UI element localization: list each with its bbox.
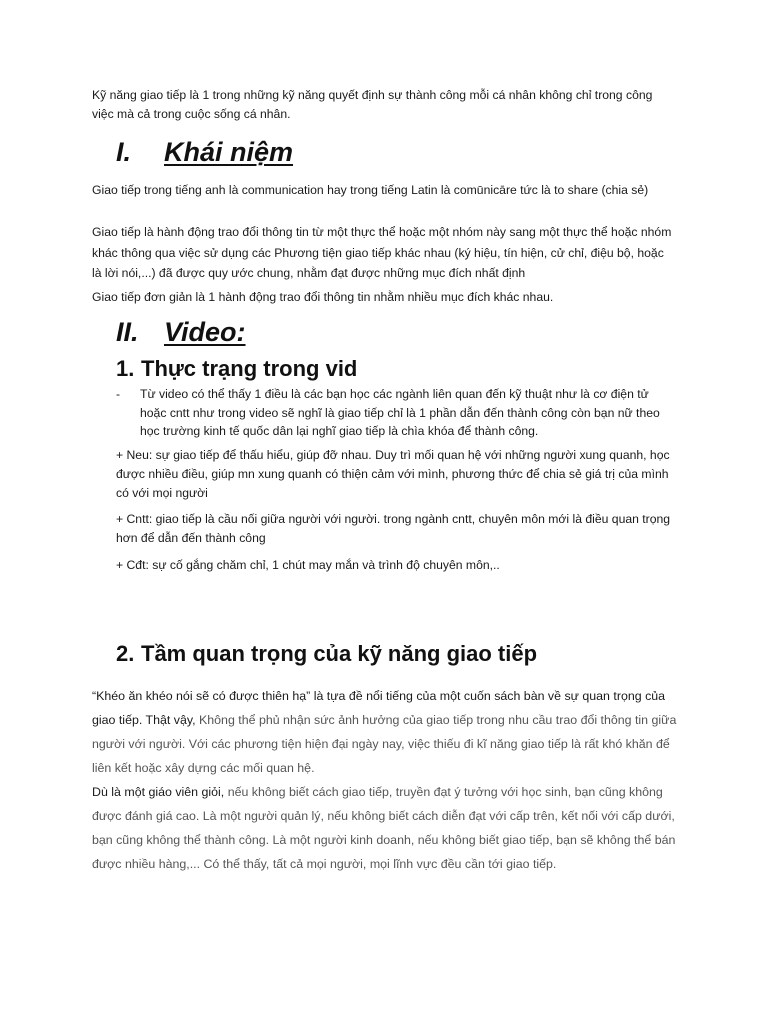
- importance-text-block: [92, 684, 680, 876]
- quote-text: “Khéo ăn khéo nói sẽ có được thiên hạ” là tựa đề nổi tiếng của một cuốn sách bàn về sự quan trọng của giao tiếp. Thật vậy,: [92, 689, 666, 727]
- body-text: Dù là một giáo viên giỏi,: [92, 785, 228, 799]
- section-title: Khái niệm: [164, 137, 294, 167]
- section-title: Video:: [164, 317, 246, 347]
- bullet-dash: -: [116, 387, 121, 401]
- bullet-item: [116, 385, 676, 441]
- list-item-neu: + Neu: sự giao tiếp để thấu hiểu, giúp đỡ nhau. Duy trì mối quan hệ với những người xung quanh, học được nhiều điều, giúp mn xung quanh có thiện cảm với mình, phương thức để chia sẻ giá trị của mình có với mọi người: [116, 448, 670, 500]
- list-item-cdt: + Cđt: sự cố gắng chăm chỉ, 1 chút may mắn và trình độ chuyên môn,..: [116, 558, 500, 572]
- section-heading-khai-niem: [116, 136, 293, 168]
- section-number: II.: [116, 317, 139, 347]
- list-item-cntt: + Cntt: giao tiếp là cầu nối giữa người với người. trong ngành cntt, chuyên môn mới là điều quan trọng hơn để dẫn đến thành công: [116, 512, 671, 545]
- section-number: I.: [116, 137, 132, 167]
- subsection-title: Thực trạng trong vid: [141, 356, 358, 381]
- bullet-text: Từ video có thể thấy 1 điều là các bạn học các ngành liên quan đến kỹ thuật như là cơ điện tử hoặc cntt như trong video sẽ nghĩ là giao tiếp chỉ là 1 phần dẫn đến thành công còn bạn nữ theo học trường kinh tế quốc dân lại nghĩ giao tiếp là chìa khóa để thành công.: [140, 387, 660, 438]
- definition-paragraph-3: Giao tiếp đơn giản là 1 hành động trao đổi thông tin nhằm nhiều mục đích khác nhau.: [92, 290, 554, 304]
- definition-paragraph-1: Giao tiếp trong tiếng anh là communication hay trong tiếng Latin là comūnicāre tức là to share (chia sẻ): [92, 183, 649, 197]
- definition-paragraph-2: Giao tiếp là hành động trao đổi thông tin từ một thực thể hoặc một nhóm này sang một thực thể hoặc nhóm khác thông qua việc sử dụng các Phương tiện giao tiếp khác nhau (ký hiệu, tín hiện, cử chỉ, điệu bộ, hoặc là lời nói,...) đã được quy ước chung, nhằm đạt được những mục đích nhất định: [92, 225, 672, 280]
- intro-paragraph: Kỹ năng giao tiếp là 1 trong những kỹ năng quyết định sự thành công mỗi cá nhân không chỉ trong công việc mà cả trong cuộc sống cá nhân.: [92, 88, 653, 121]
- subsection-number: 2.: [116, 641, 135, 666]
- subsection-title: Tầm quan trọng của kỹ năng giao tiếp: [141, 641, 538, 666]
- subsection-heading-tam-quan-trong: [116, 640, 537, 668]
- subsection-heading-thuc-trang: [116, 355, 357, 383]
- body-text: nếu không biết cách giao tiếp, truyền đạt ý tưởng với học sinh, bạn cũng không được đánh giá cao. Là một người quản lý, nếu không biết cách diễn đạt với cấp trên, kết nối với cấp dưới, bạn cũng không thể thành công. Là một người kinh doanh, nếu không biết giao tiếp, bạn sẽ không thể bán được nhiều hàng,... Có thể thấy, tất cả mọi người, mọi lĩnh vực đều cần tới giao tiếp.: [92, 785, 676, 871]
- body-text: Không thể phủ nhận sức ảnh hưởng của giao tiếp trong nhu cầu trao đổi thông tin giữa người với người. Với các phương tiện hiện đại ngày nay, việc thiếu đi kĩ năng giao tiếp là rất khó khăn để liên kết hoặc xây dựng các mối quan hệ.: [92, 713, 677, 775]
- importance-paragraph-1: [92, 684, 680, 780]
- section-heading-video: [116, 316, 246, 348]
- subsection-number: 1.: [116, 356, 135, 381]
- importance-paragraph-2: [92, 780, 680, 876]
